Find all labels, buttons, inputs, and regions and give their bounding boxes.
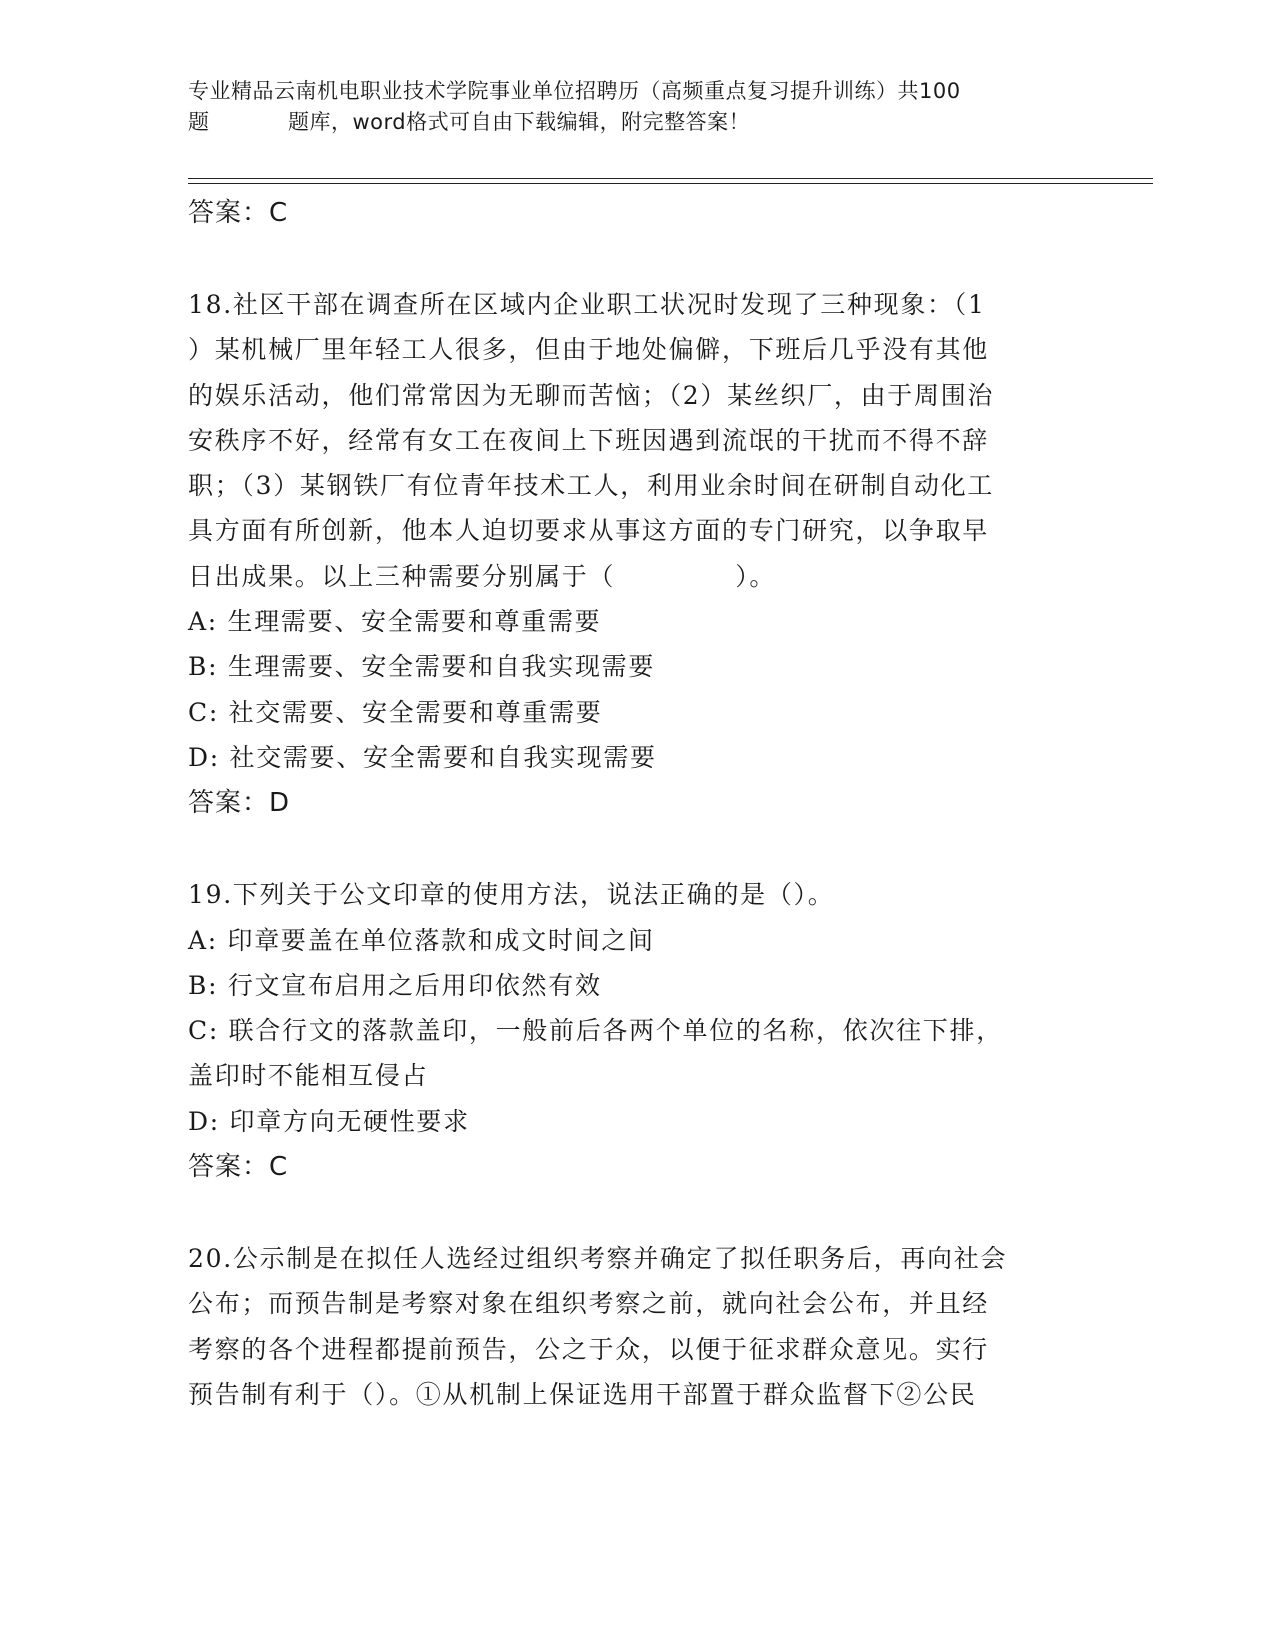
option-c: C: 社交需要、安全需要和尊重需要: [188, 697, 603, 727]
answer-19: 答案：C: [188, 1152, 289, 1183]
option-c-continued: 盖印时不能相互侵占: [188, 1061, 429, 1091]
question-18: [188, 282, 1088, 599]
header-line-2-right: 题库，word格式可自由下载编辑，附完整答案！: [288, 110, 751, 134]
question-18-line: 安秩序不好，经常有女工在夜间上下班因遇到流氓的干扰而不得不辞: [188, 425, 990, 455]
question-20-line: 20.公示制是在拟任人选经过组织考察并确定了拟任职务后，再向社会: [188, 1244, 1008, 1274]
question-20: [188, 1236, 1088, 1417]
question-18-line: 的娱乐活动，他们常常因为无聊而苦恼；（2）某丝织厂，由于周围治: [188, 380, 995, 410]
spacer: [188, 1190, 1088, 1236]
page-header: [188, 76, 1088, 138]
question-18-line: 职；（3）某钢铁厂有位青年技术工人，利用业余时间在研制自动化工: [188, 471, 995, 501]
question-18-last-line: [188, 554, 1088, 599]
option-c: C: 联合行文的落款盖印，一般前后各两个单位的名称，依次往下排，: [188, 1016, 1003, 1046]
option-a: A: 生理需要、安全需要和尊重需要: [188, 607, 602, 637]
document-body: [188, 190, 1088, 1417]
option-b: B: 生理需要、安全需要和自我实现需要: [188, 652, 656, 682]
option-d: D: 社交需要、安全需要和自我实现需要: [188, 742, 657, 772]
header-line-2: [188, 107, 1088, 138]
option-d: D: 印章方向无硬性要求: [188, 1106, 470, 1136]
question-18-last-after: ）。: [735, 561, 777, 591]
spacer: [188, 826, 1088, 872]
question-18-last-before: 日出成果。以上三种需要分别属于（: [188, 561, 616, 591]
option-a: A: 印章要盖在单位落款和成文时间之间: [188, 925, 655, 955]
question-20-line: 考察的各个进程都提前预告，公之于众，以便于征求群众意见。实行: [188, 1334, 990, 1364]
spacer: [188, 236, 1088, 282]
header-rule-bottom: [188, 183, 1153, 184]
question-19-line: 19.下列关于公文印章的使用方法，说法正确的是（）。: [188, 880, 835, 910]
header-rule-top: [188, 178, 1153, 179]
answer-18: 答案：D: [188, 788, 291, 819]
question-18-line: ）某机械厂里年轻工人很多，但由于地处偏僻，下班后几乎没有其他: [188, 335, 990, 365]
question-20-line: 公布；而预告制是考察对象在组织考察之前，就向社会公布，并且经: [188, 1289, 990, 1319]
option-b: B: 行文宣布启用之后用印依然有效: [188, 970, 602, 1000]
header-line-1: 专业精品云南机电职业技术学院事业单位招聘历（高频重点复习提升训练）共100: [188, 79, 961, 103]
question-18-line: 18.社区干部在调查所在区域内企业职工状况时发现了三种现象：（1: [188, 290, 986, 319]
answer-17: 答案：C: [188, 198, 289, 228]
question-20-line: 预告制有利于（）。①从机制上保证选用干部置于群众监督下②公民: [188, 1379, 977, 1409]
question-18-line: 具方面有所创新，他本人迫切要求从事这方面的专门研究，以争取早: [188, 516, 990, 546]
header-line-2-left: 题: [188, 110, 210, 134]
question-19: [188, 872, 1088, 917]
